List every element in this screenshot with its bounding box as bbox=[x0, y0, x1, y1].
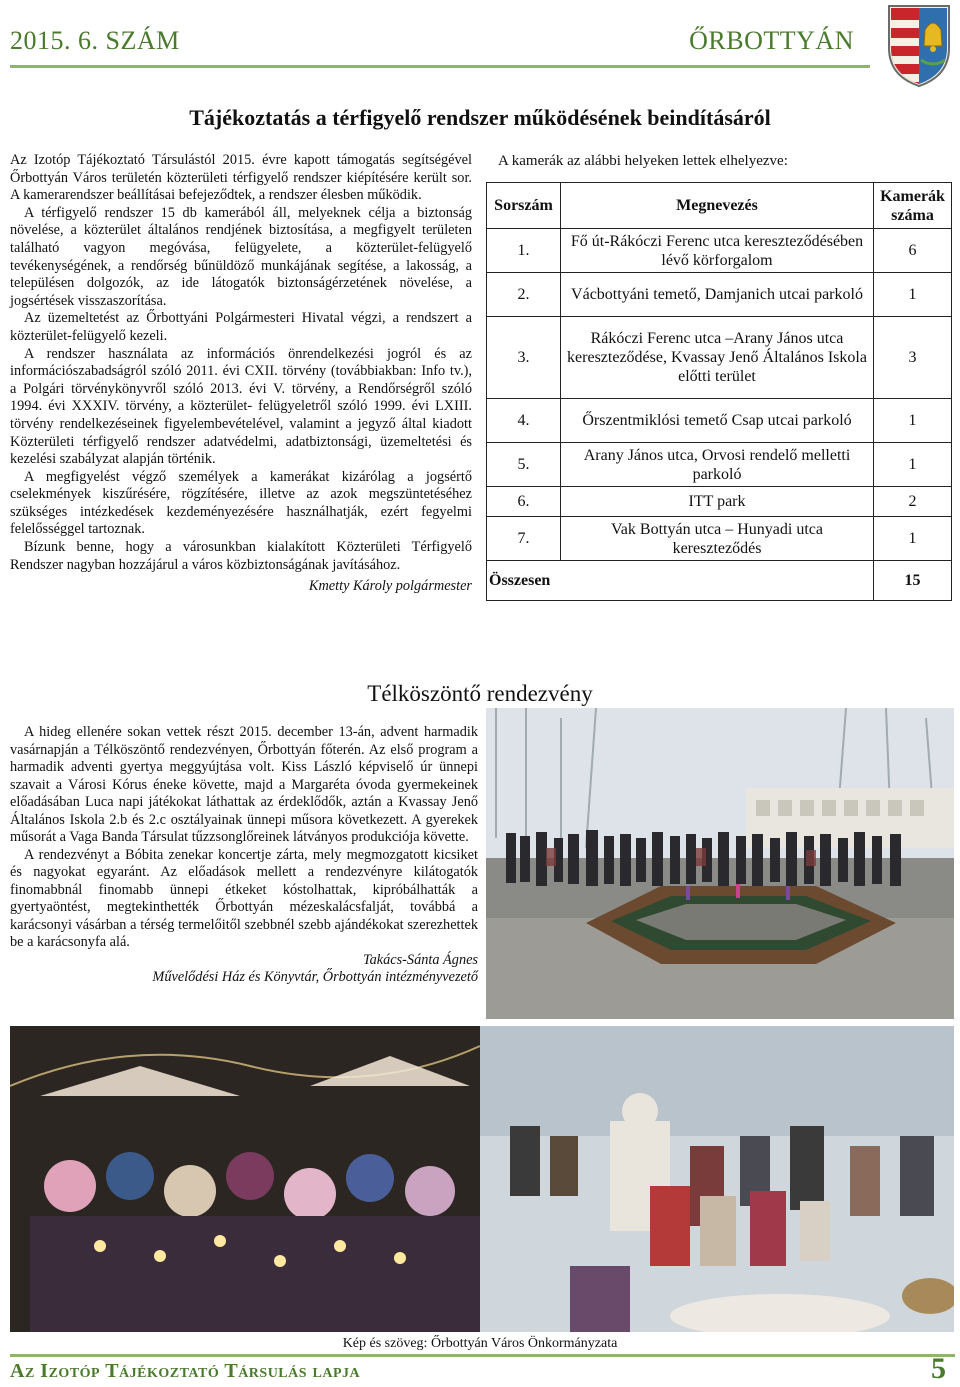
row-number: 7. bbox=[487, 517, 561, 561]
publication-name: Az Izotóp Tájékoztató Társulás lapja bbox=[10, 1360, 361, 1382]
row-number: 3. bbox=[487, 317, 561, 399]
row-number: 5. bbox=[487, 443, 561, 487]
photo-caption: Kép és szöveg: Őrbottyán Város Önkormányzata bbox=[342, 1336, 618, 1351]
paragraph: A rendszer használata az információs önrendelkezési jogról és az információszabadságról szóló 2011. évi CXII. törvény (továbbiakban: Info tv.), a Polgári törvénykönyvről szóló 2013. évi V. törvény, a Rendőrségről szóló 1994. évi XXXIV. törvény, a közterület- felügyeletről szóló 1999. évi LXIII. törvény rendelkezéseinek figyelembevételével, valamint a jegyző által kiadott Közterületi térfigyelő rendszer adatvédelmi, adatbiztonsági, üzemeltetési és kezelési szabályzat alapján történik. bbox=[10, 345, 472, 468]
col-header-count: Kamerák száma bbox=[874, 183, 952, 229]
table-intro: A kamerák az alábbi helyeken lettek elhelyezve: bbox=[498, 153, 788, 169]
winter-article-body bbox=[10, 724, 478, 987]
row-number: 4. bbox=[487, 399, 561, 443]
paragraph: Bízunk benne, hogy a városunkban kialakított Közterületi Térfigyelő Rendszer nagyban hozzájárul a város közbiztonságának javításához. bbox=[10, 539, 472, 573]
row-count: 3 bbox=[874, 317, 952, 399]
advent-wreath-photo bbox=[486, 708, 954, 1019]
paragraph: A megfigyelést végző személyek a kamerákat kizárólag a jogsértő cselekmények kiszűrésére, rögzítésére, illetve az azok megszüntetéséhez szükséges intézkedések kezdeményezésére használhatják, ezért fegyelmi felelősséggel tartoznak. bbox=[10, 468, 472, 538]
footer-rule bbox=[10, 1354, 955, 1357]
col-header-number: Sorszám bbox=[487, 183, 561, 229]
row-location: Rákóczi Ferenc utca –Arany János utca kereszteződése, Kvassay Jenő Általános Iskola előtti terület bbox=[561, 317, 874, 399]
row-location: Arany János utca, Orvosi rendelő melletti parkoló bbox=[561, 443, 874, 487]
table-row bbox=[487, 399, 952, 443]
table-header-row bbox=[487, 183, 952, 229]
total-label: Összesen bbox=[487, 561, 874, 601]
camera-locations-table bbox=[486, 182, 952, 601]
page-number: 5 bbox=[931, 1352, 946, 1385]
row-location: Vácbottyáni temető, Damjanich utcai parkoló bbox=[561, 273, 874, 317]
row-count: 1 bbox=[874, 443, 952, 487]
paragraph: A rendezvényt a Bóbita zenekar koncertje zárta, mely megmozgatott kicsiket és nagyokat egyaránt. Az előadások mellett a rendezvényre kilátogatók finomabbnál finomabb ünnepi étkeket kóstolhattak, kipróbálhatták a gyertyaöntést, megtekinthették Őrbottyán mézeskalácsfalját, továbbá a karácsonyi vásárban a térség termelőitől szebbnél szebb ajándékokat szerezhettek be a karácsonyfa alá. bbox=[10, 846, 478, 950]
header-rule bbox=[10, 65, 870, 68]
row-location: Őrszentmiklósi temető Csap utcai parkoló bbox=[561, 399, 874, 443]
row-count: 1 bbox=[874, 399, 952, 443]
article-title-winter: Télköszöntő rendezvény bbox=[367, 681, 593, 706]
paragraph: A hideg ellenére sokan vettek részt 2015. december 13-án, advent harmadik vasárnapján a Télköszöntő rendezvényen, Őrbottyán főterén. Az első program a harmadik adventi gyertya meggyújtása volt. Kiss László képviselő úr ünnepi szavait a Városi Kórus éneke követte, majd a Margaréta óvoda gyermekeinek előadásában Luca napi játékokat láthattak az érdeklődők, aztán a Kvassay Jenő Általános Iskola 2.b és 2.c osztályainak ünnepi műsora következett. A gyerekek műsorát a Vaga Banda Társulat tűzzsonglőreinek látványos produkciója követte. bbox=[10, 724, 478, 845]
issue-label: 2015. 6. SZÁM bbox=[10, 26, 180, 55]
coat-of-arms-icon bbox=[885, 2, 953, 88]
children-with-candles-photo bbox=[10, 1026, 954, 1332]
author-organization: Művelődési Ház és Könyvtár, Őrbottyán intézményvezető bbox=[152, 969, 478, 985]
row-location: Fő út-Rákóczi Ferenc utca kereszteződésében lévő körforgalom bbox=[561, 229, 874, 273]
author-name: Takács-Sánta Ágnes bbox=[362, 951, 478, 968]
row-count: 6 bbox=[874, 229, 952, 273]
row-location: ITT park bbox=[561, 487, 874, 517]
row-number: 1. bbox=[487, 229, 561, 273]
table-row bbox=[487, 229, 952, 273]
row-count: 2 bbox=[874, 487, 952, 517]
camera-table-column bbox=[486, 152, 952, 601]
table-row bbox=[487, 487, 952, 517]
row-number: 2. bbox=[487, 273, 561, 317]
paragraph: Az Izotóp Tájékoztató Társulástól 2015. évre kapott támogatás segítségével Őrbottyán Város területén közterületi térfigyelő rendszer kiépítésére került sor. A kamerarendszer beállításai befejeződtek, a rendszer élesben működik. bbox=[10, 152, 472, 204]
row-count: 1 bbox=[874, 517, 952, 561]
total-value: 15 bbox=[874, 561, 952, 601]
paragraph: Az üzemeltetést az Őrbottyáni Polgármesteri Hivatal végzi, a rendszert a közterület-felügyelő kezeli. bbox=[10, 310, 472, 344]
table-total-row bbox=[487, 561, 952, 601]
page-header bbox=[0, 0, 960, 92]
row-number: 6. bbox=[487, 487, 561, 517]
table-row bbox=[487, 317, 952, 399]
paragraph: A térfigyelő rendszer 15 db kamerából áll, melyeknek célja a biztonság növelése, a közterület általános rendjének biztosítása, a megfigyelt területen található vagyon megóvása, felügyelete, a közterület-felügyelő tevékenységének, a rendőrség bűnüldöző munkájának segítése, a lakosság, a településen dolgozók, az ide látogatók biztonságérzetének növelése, a jogsértések visszaszorítása. bbox=[10, 204, 472, 309]
table-row bbox=[487, 517, 952, 561]
table-row bbox=[487, 273, 952, 317]
article-title-camera: Tájékoztatás a térfigyelő rendszer működésének beindításáról bbox=[189, 105, 771, 130]
table-row bbox=[487, 443, 952, 487]
col-header-name: Megnevezés bbox=[561, 183, 874, 229]
row-location: Vak Bottyán utca – Hunyadi utca kereszteződés bbox=[561, 517, 874, 561]
town-name: ŐRBOTTYÁN bbox=[689, 26, 854, 55]
mayor-signature: Kmetty Károly polgármester bbox=[308, 578, 472, 595]
row-count: 1 bbox=[874, 273, 952, 317]
camera-article-body bbox=[10, 152, 472, 596]
